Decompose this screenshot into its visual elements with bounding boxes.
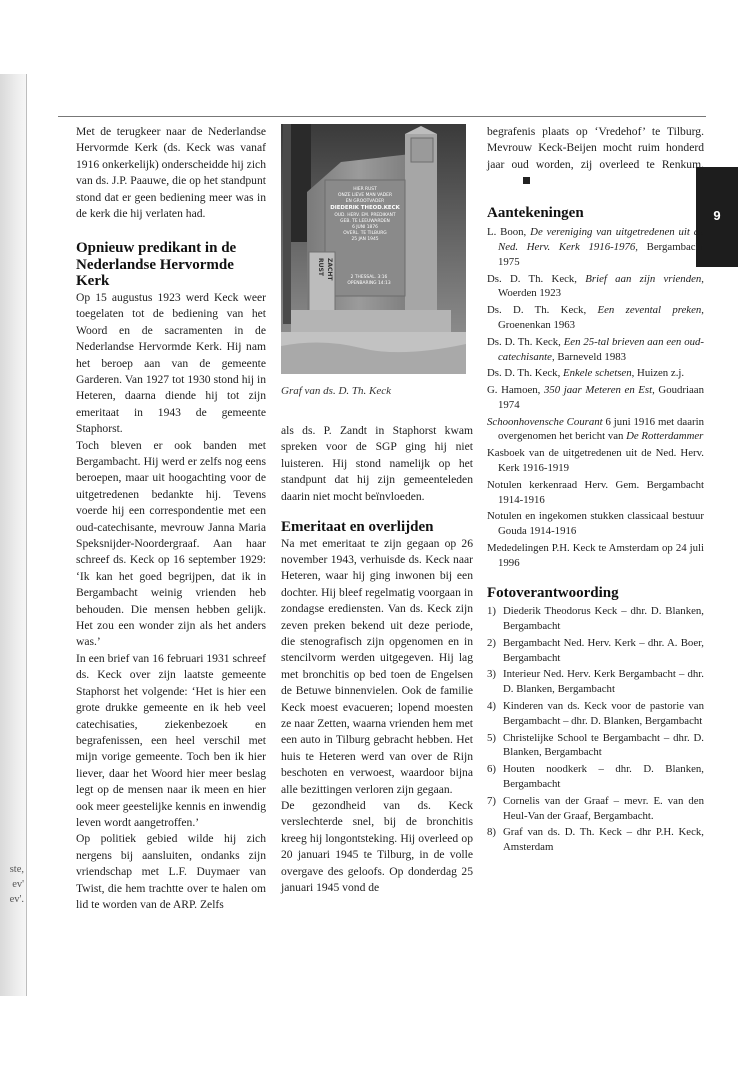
note-item xyxy=(487,415,704,445)
stone-line: 25 JAN 1945 xyxy=(351,237,379,242)
note-item xyxy=(487,383,704,413)
credit-text: Bergambacht Ned. Herv. Kerk – dhr. A. Boer, Bergambacht xyxy=(503,636,704,664)
credit-number: 4) xyxy=(487,699,496,712)
body-paragraph: als ds. P. Zandt in Staphorst kwam spreken voor de SGP ging hij niet luisteren. Hij stond namelijk op het standpunt dat hij zijn gemeenteleden daarin niet mocht beïnvloeden. xyxy=(281,424,473,503)
credit-number: 5) xyxy=(487,731,496,744)
credit-text: Cornelis van der Graaf – mevr. E. van den Heul-Van der Graaf, Bergambacht. xyxy=(503,794,704,822)
note-author: G. Hamoen, xyxy=(487,384,544,397)
column-1 xyxy=(76,124,266,913)
column-2 xyxy=(281,423,473,896)
note-publisher: , Barneveld 1983 xyxy=(551,350,627,363)
page-number: 9 xyxy=(713,208,721,223)
credit-text: Christelijke School te Bergambacht – dhr. D. Blanken, Bergambacht xyxy=(503,731,704,759)
continuation-text: begrafenis plaats op ‘Vredehof’ te Tilburg. Mevrouw Keck-Beijen mocht ruim honderd jaar oud worden, zij overleed te Renkum. xyxy=(487,125,704,171)
credit-text: Kinderen van ds. Keck voor de pastorie van Bergambacht – dhr. D. Blanken, Bergambacht xyxy=(503,699,704,727)
body-paragraph: Op politiek gebied wilde hij zich nergens bij aansluiten, ondanks zijn vriendschap met L.F. Duymaer van Twist, die hem trachtte over te halen om lid te worden van de ARP. Zelfs xyxy=(76,832,266,911)
fragment-line: ev' xyxy=(12,879,24,890)
photo-credit-item xyxy=(487,636,704,666)
note-title: De vereniging van uitgetredenen uit de Ned. Herv. Kerk 1916-1976 xyxy=(498,226,704,253)
note-publisher: , Bergambacht 1975 xyxy=(498,240,704,268)
note-item: Mededelingen P.H. Keck te Amsterdam op 24 juli 1996 xyxy=(487,542,704,569)
photo-credit-item xyxy=(487,699,704,729)
note-author: Ds. D. Th. Keck, xyxy=(487,335,564,348)
fragment-line: ste, xyxy=(9,864,24,875)
section-heading-emeritaat: Emeritaat en overlijden xyxy=(281,519,434,536)
credit-text: Interieur Ned. Herv. Kerk Bergambacht – dhr. D. Blanken, Bergambacht xyxy=(503,668,704,696)
stone-line: EN GROOTVADER xyxy=(345,199,385,204)
credit-number: 8) xyxy=(487,826,496,839)
note-publisher: , Huizen z.j. xyxy=(631,367,685,380)
body-paragraph: Op 15 augustus 1923 werd Keck weer toegelaten tot de bediening van het Woord en de sacramenten in de Nederlandse Hervormde Kerk. Hij nam het beroep aan van de gemeente Garderen. Van 1927 tot 1930 stond hij in Heteren, daarna diende hij tot zijn emeritaat in 1943 de gemeente Staphorst. xyxy=(76,290,266,436)
credit-number: 3) xyxy=(487,668,496,681)
body-paragraph: De gezondheid van ds. Keck verslechterde snel, bij de bronchitis kreeg hij longontsteking. Hij overleed op 20 januari 1945 te Tilburg, in de volle overgave des geloofs. Op donderdag 25 januari 1945 vond de xyxy=(281,799,473,895)
note-title: Brief aan zijn vrienden xyxy=(585,272,702,285)
note-detail: 6 juni 1916 met daarin overgenomen het bericht van xyxy=(498,415,705,443)
end-of-article-square-icon xyxy=(523,177,530,184)
credit-number: 2) xyxy=(487,636,496,649)
fragment-line: ev'. xyxy=(9,894,24,905)
left-page-fragment xyxy=(0,862,24,907)
note-author: Ds. D. Th. Keck, xyxy=(487,272,586,285)
stone-line: OUD. HERV. EM. PREDIKANT xyxy=(334,213,396,218)
stone-line: GEB. TE LEEUWARDEN xyxy=(340,219,390,224)
left-page-shadow xyxy=(0,74,26,996)
photo-credits-heading: Fotoverantwoording xyxy=(487,584,619,601)
note-item xyxy=(487,272,704,302)
body-paragraph: In een brief van 16 februari 1931 schreef ds. Keck over zijn laatste gemeente Staphorst het volgende: ‘Het is hier een grote drukke gemeente en ik heb veel catechisaties, ziekenbezoek en begrafenissen, een heel verschil met mijn vorige gemeente. Toch ben ik hier liever, daar het Woord hier meer beslag legt op de mensen naar ik meen en hier ook meer geestelijke kennis en inwendig leven wordt aangetroffen.’ xyxy=(76,651,266,829)
stone-line: DIEDERIK THEOD.KECK xyxy=(330,205,400,211)
photo-credits-list xyxy=(487,604,704,855)
grave-photo xyxy=(281,124,466,374)
note-title: Enkele schetsen xyxy=(562,367,632,380)
note-author: Ds. D. Th. Keck, xyxy=(487,367,563,380)
stone-line: HIER RUST xyxy=(353,187,377,192)
note-author: L. Boon, xyxy=(487,226,531,239)
notes-heading: Aantekeningen xyxy=(487,204,584,221)
photo-credit-item xyxy=(487,604,704,634)
note-title: Schoonhovensche Courant xyxy=(487,415,603,428)
notes-list xyxy=(487,225,704,571)
photo-credit-item xyxy=(487,667,704,697)
stone-line: 6 JUNI 1876 xyxy=(352,225,378,230)
column-3 xyxy=(487,124,704,857)
note-publisher: , Woerden 1923 xyxy=(498,272,704,300)
note-item xyxy=(487,225,704,269)
credit-text: Diederik Theodorus Keck – dhr. D. Blanken, Bergambacht xyxy=(503,605,704,632)
note-item: Notulen kerkenraad Herv. Gem. Bergambacht 1914-1916 xyxy=(487,478,704,506)
credit-text: Graf van ds. D. Th. Keck – dhr P.H. Keck, Amsterdam xyxy=(503,826,704,854)
note-title: De Rotterdammer xyxy=(626,430,704,443)
note-item xyxy=(487,303,704,333)
stone-line: ONZE LIEVE MAN VADER xyxy=(337,193,393,198)
photo-credit-item xyxy=(487,731,704,761)
body-paragraph: Na met emeritaat te zijn gegaan op 26 november 1943, verhuisde ds. Keck naar Heteren, waar hij ging inwonen bij een dochter. Hij bleef regelmatig voorgaan in zondagse erediensten. Van ds. Keck zijn zeven preken bekend uit deze periode, die stenografisch zijn opgenomen en in stencilvorm werden uitgegeven. Hij lag met bronchitis op bed toen de Engelsen de Betuwe binnenvielen. Ook de familie Keck moest evacueren; lopend moesten ze naar Zetten, waarna vrienden hem met een auto in Tilburg gebracht hebben. Het huis te Heteren werd van over de Rijn beschoten en verwoest, waardoor bijna alle bezittingen verloren zijn gegaan. xyxy=(281,536,473,796)
note-author: Ds. D. Th. Keck, xyxy=(487,304,598,317)
stone-line: OPENBARING 14:13 xyxy=(347,281,391,286)
photo-credit-item xyxy=(487,825,704,855)
note-item: Kasboek van de uitgetredenen uit de Ned. Herv. Kerk 1916-1919 xyxy=(487,447,704,475)
continuation-paragraph xyxy=(487,124,704,190)
credit-text: Houten noodkerk – dhr. D. Blanken, Bergambacht xyxy=(503,763,704,790)
credit-number: 6) xyxy=(487,763,496,776)
stone-line: OVERL. TE TILBURG xyxy=(343,231,387,236)
grave-illustration xyxy=(281,124,466,374)
credit-number: 1) xyxy=(487,605,496,618)
intro-paragraph: Met de terugkeer naar de Nederlandse Hervormde Kerk (ds. Keck was vanaf 1916 onkerkelijk) onderscheidde hij zich van ds. J.P. Paauwe, die op het standpunt stond dat er geen bediening meer was in de kerk die hij verlaten had. xyxy=(76,125,266,221)
note-title: 350 jaar Meteren en Est xyxy=(543,384,653,397)
stone-line: 2 THESSAL. 3:16 xyxy=(350,275,388,280)
note-item xyxy=(487,366,704,381)
photo-credit-item xyxy=(487,762,704,792)
section-heading-predikant: Opnieuw predikant in de Nederlandse Hervormde Kerk xyxy=(76,240,237,290)
side-line: RUST xyxy=(317,258,324,276)
note-publisher: , Groenenkan 1963 xyxy=(498,304,704,331)
note-item xyxy=(487,335,704,365)
photo-caption: Graf van ds. D. Th. Keck xyxy=(281,385,391,397)
header-rule xyxy=(58,116,706,117)
photo-credit-item xyxy=(487,794,704,824)
note-publisher: , Goudriaan 1974 xyxy=(498,384,704,411)
side-line: ZACHT xyxy=(326,258,333,281)
note-title: Een zevental preken xyxy=(597,304,702,317)
page-gutter-edge xyxy=(26,74,27,996)
note-title: Een 25-tal brieven aan een oud-catechisante xyxy=(498,335,704,363)
note-item: Notulen en ingekomen stukken classicaal bestuur Gouda 1914-1916 xyxy=(487,510,704,538)
credit-number: 7) xyxy=(487,794,496,807)
body-paragraph: Toch bleven er ook banden met Bergambacht. Hij werd er zelfs nog eens beroepen, maar uit hoogachting voor de uitgetredenen bedankte hij. Tevens voerde hij een correspondentie met een oud-catechisante, mevrouw Janna Maria Speksnijder-Noordergraaf. Aan haar schreef ds. Keck op 16 september 1929: ‘Ik kan het goed begrijpen, dat ik in Bergambacht weinig vrienden heb behouden. Die mensen hebben gelijk. Het zou een wonder zijn als het anders was.’ xyxy=(76,438,266,649)
